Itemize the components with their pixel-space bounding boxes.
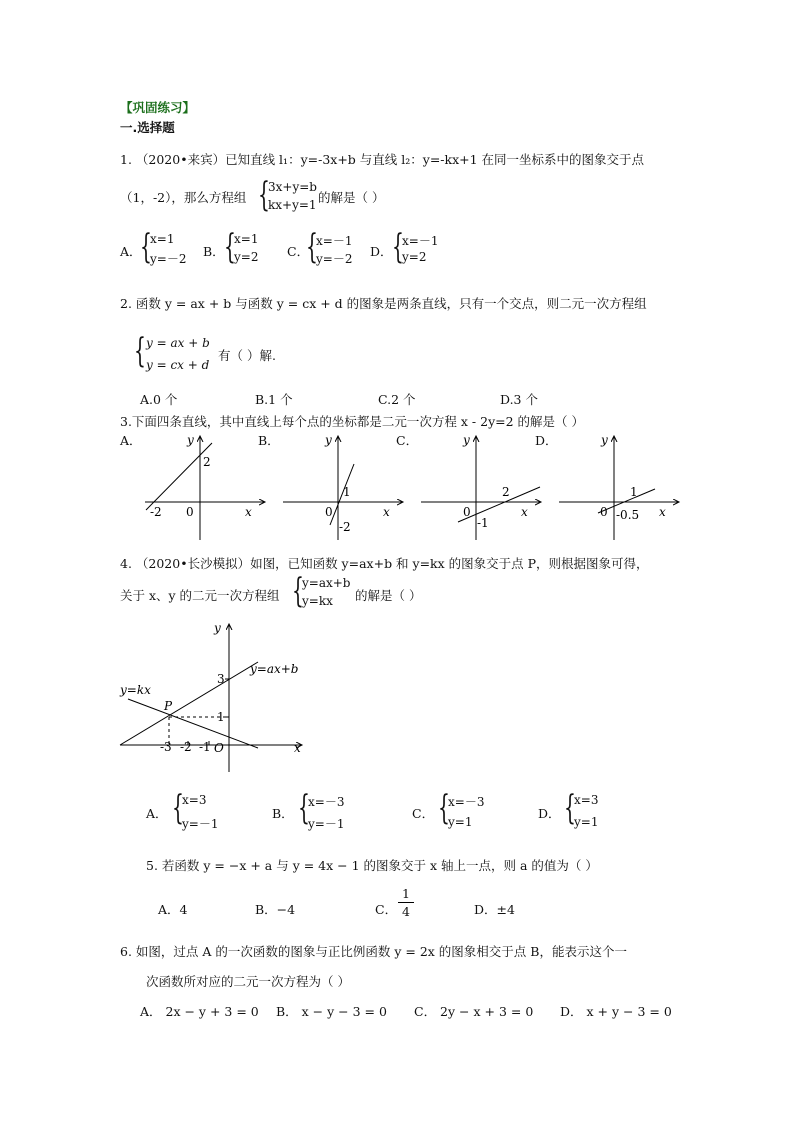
q1-option-c-y: y=－2 — [316, 252, 353, 266]
brace-icon: { — [438, 788, 450, 828]
y-axis-label: y — [601, 433, 608, 447]
q3-text: 3.下面四条直线，其中直线上每个点的坐标都是二元一次方程 x - 2y=2 的解是（ ） — [120, 414, 585, 429]
q2-option-a[interactable]: A.0 个 — [140, 392, 178, 407]
q4-option-b-x: x=－3 — [308, 795, 345, 809]
q6-option-b[interactable]: B． x − y − 3 = 0 — [276, 1004, 387, 1019]
q4-option-c-x: x=－3 — [448, 795, 485, 809]
y-axis-label: y — [214, 621, 221, 635]
q1-line2-pre: （1，-2），那么方程组 — [120, 190, 247, 205]
x-axis-label: x — [383, 505, 390, 519]
q4-option-a-y: y=－1 — [182, 817, 219, 831]
q3-graph-c[interactable] — [421, 433, 541, 540]
intercept-y-label: -1 — [477, 516, 489, 530]
fraction-numerator: 1 — [402, 886, 410, 901]
q6-option-a[interactable]: A． 2x − y + 3 = 0 — [140, 1004, 259, 1019]
q6-option-d[interactable]: D． x + y − 3 = 0 — [560, 1004, 672, 1019]
q1-sys-eq1: 3x+y=b — [268, 180, 317, 194]
tick-y-1: 1 — [217, 710, 225, 724]
q4-option-d-x: x=3 — [574, 793, 599, 807]
q6-option-c[interactable]: C． 2y − x + 3 = 0 — [414, 1004, 534, 1019]
q2-line1: 2. 函数 y = ax + b 与函数 y = cx + d 的图象是两条直线，只有一个交点，则二元一次方程组 — [120, 296, 647, 311]
q1-line2-post: 的解是（ ） — [318, 190, 385, 205]
tick-x-neg2: -2 — [180, 740, 192, 754]
brace-icon: { — [298, 788, 310, 828]
q4-line2-pre: 关于 x、y 的二元一次方程组 — [120, 588, 280, 603]
q4-option-c[interactable] — [438, 788, 498, 833]
intercept-x-label: -2 — [150, 505, 162, 519]
q4-option-d-y: y=1 — [574, 815, 599, 829]
q3-graph-a[interactable] — [145, 433, 265, 540]
q1-option-b-label: B． — [203, 244, 225, 259]
brace-icon: { — [134, 331, 146, 371]
line-kx-label: y=kx — [120, 683, 151, 697]
q2-sys-eq2: y = cx + d — [146, 358, 210, 372]
brace-icon: { — [292, 571, 304, 611]
tick-y-3: 3 — [217, 672, 225, 686]
q1-option-c-label: C． — [287, 244, 310, 259]
line-ax-b-label: y=ax+b — [250, 662, 299, 676]
q5-option-c[interactable]: C． — [375, 902, 398, 917]
y-axis-label: y — [463, 433, 470, 447]
q4-option-a-label: A． — [146, 806, 168, 821]
intercept-y-label: -0.5 — [616, 508, 640, 522]
q5-option-a[interactable]: A．4 — [158, 902, 188, 917]
x-axis-label: x — [294, 741, 301, 755]
q4-option-d-label: D． — [538, 806, 561, 821]
q1-line1: 1. （2020•来宾）已知直线 l₁：y=-3x+b 与直线 l₂：y=-kx+1 在同一坐标系中的图象交于点 — [120, 152, 645, 167]
brace-icon: { — [140, 227, 152, 267]
q2-sys-eq1: y = ax + b — [146, 336, 210, 350]
brace-icon: { — [306, 227, 318, 267]
q1-option-b-y: y=2 — [234, 250, 259, 264]
q4-option-d[interactable] — [564, 788, 624, 833]
brace-icon: { — [224, 227, 236, 267]
origin-label: 0 — [186, 505, 194, 519]
point-p-label: P — [164, 699, 173, 713]
q6-line2: 次函数所对应的二元一次方程为（ ） — [146, 974, 350, 989]
q4-line2-post: 的解是（ ） — [355, 588, 422, 603]
q4-option-b[interactable] — [298, 788, 358, 833]
brace-icon: { — [258, 175, 270, 215]
q5-option-b[interactable]: B．−4 — [255, 902, 296, 917]
q4-option-c-label: C． — [412, 806, 435, 821]
q5-option-c-fraction — [398, 886, 414, 919]
intercept-x-label: 2 — [502, 485, 510, 499]
q1-option-d-x: x=－1 — [402, 234, 439, 248]
y-axis-label: y — [325, 433, 332, 447]
q1-option-a-y: y=－2 — [150, 252, 187, 266]
q4-option-b-label: B． — [272, 806, 294, 821]
y-axis-label: y — [187, 433, 194, 447]
q6-line1: 6. 如图，过点 A 的一次函数的图象与正比例函数 y = 2x 的图象相交于点 B，能表示这个一 — [120, 944, 627, 959]
x-axis-label: x — [521, 505, 528, 519]
brace-icon: { — [172, 788, 184, 828]
intercept-x-label: 1 — [343, 485, 351, 499]
q5-option-d[interactable]: D．±4 — [474, 902, 515, 917]
q4-sys-eq2: y=kx — [302, 594, 333, 608]
origin-label: 0 — [463, 505, 471, 519]
q4-option-a-x: x=3 — [182, 793, 207, 807]
q4-sys-eq1: y=ax+b — [302, 576, 351, 590]
q3-graph-c-label: C． — [396, 433, 419, 448]
q2-post: 有（ ）解. — [218, 348, 276, 363]
q1-option-c-x: x=－1 — [316, 234, 353, 248]
section-title: 【巩固练习】 — [120, 100, 196, 115]
intercept-y-label: 2 — [203, 455, 211, 469]
q3-graph-a-label: A． — [120, 433, 142, 448]
q3-graph-b-label: B． — [258, 433, 280, 448]
tick-x-neg1: -1 — [199, 740, 211, 754]
q4-option-c-y: y=1 — [448, 815, 473, 829]
x-axis-label: x — [245, 505, 252, 519]
brace-icon: { — [392, 227, 404, 267]
origin-label: O — [214, 741, 224, 755]
q2-option-b[interactable]: B.1 个 — [255, 392, 293, 407]
subsection-title: 一.选择题 — [120, 120, 175, 135]
q1-option-a-x: x=1 — [150, 232, 175, 246]
q4-option-b-y: y=－1 — [308, 817, 345, 831]
q5-text: 5. 若函数 y = −x + a 与 y = 4x − 1 的图象交于 x 轴上一点，则 a 的值为（ ） — [146, 858, 598, 873]
line-kx — [128, 699, 258, 748]
q3-graph-b[interactable] — [283, 433, 403, 540]
q1-option-d-label: D． — [370, 244, 393, 259]
intercept-y-label: -2 — [339, 520, 351, 534]
intercept-x-label: 1 — [630, 485, 638, 499]
q3-graph-d[interactable] — [559, 433, 679, 540]
origin-label: 0 — [600, 505, 608, 519]
q3-graph-d-label: D． — [535, 433, 558, 448]
q1-option-d-y: y=2 — [402, 250, 427, 264]
origin-label: 0 — [325, 505, 333, 519]
q1-option-b-x: x=1 — [234, 232, 259, 246]
x-axis-label: x — [659, 505, 666, 519]
tick-x-neg3: -3 — [160, 740, 172, 754]
q4-graph — [119, 621, 302, 772]
fraction-denominator: 4 — [402, 904, 410, 919]
q2-option-c[interactable]: C.2 个 — [378, 392, 416, 407]
q2-option-d[interactable]: D.3 个 — [500, 392, 538, 407]
q4-line1: 4. （2020•长沙模拟）如图，已知函数 y=ax+b 和 y=kx 的图象交于点 P，则根据图象可得， — [120, 556, 649, 571]
brace-icon: { — [564, 788, 576, 828]
fraction-bar — [398, 902, 414, 903]
q1-sys-eq2: kx+y=1 — [268, 198, 317, 212]
q4-option-a[interactable] — [172, 788, 232, 833]
q1-option-a-label: A． — [120, 244, 142, 259]
